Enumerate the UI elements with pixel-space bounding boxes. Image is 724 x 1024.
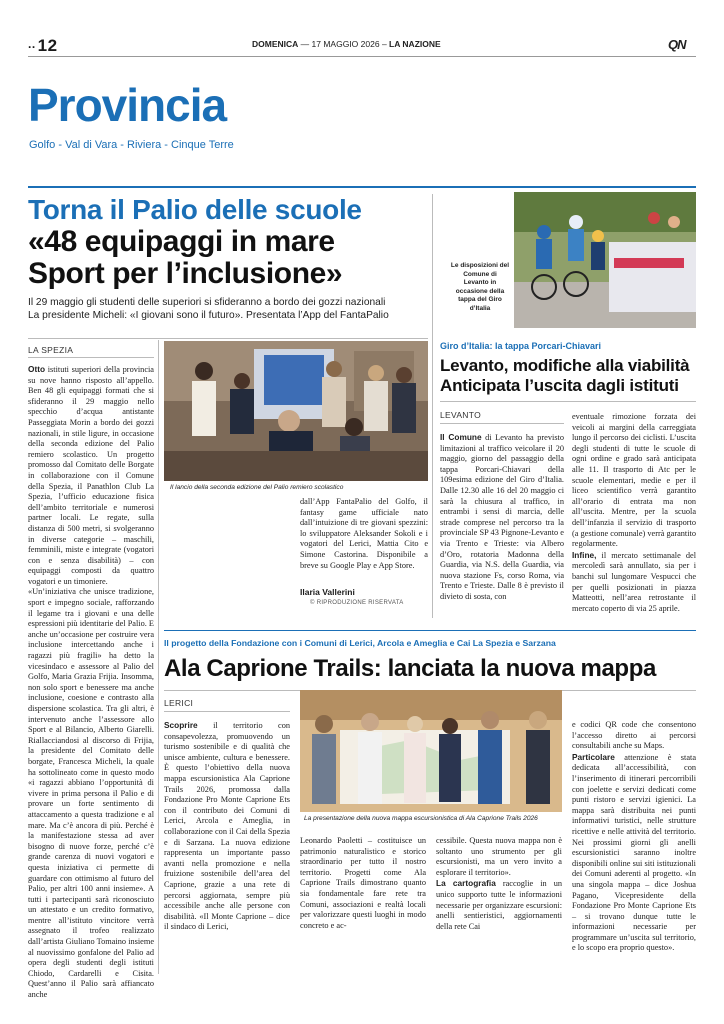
caprione-col3-bold: La cartografia [436,878,496,889]
caprione-col4-para-1: e codici QR code che consentono l’accesso diretto ai percorsi consultabili anche su Maps. [572,720,696,751]
caprione-location-rule [164,711,290,712]
masthead-date: 17 MAGGIO 2026 [311,39,380,49]
palio-photo-image [164,341,428,481]
caprione-top-rule [164,630,696,631]
masthead-line: DOMENICA — 17 MAGGIO 2026 – LA NAZIONE [252,39,441,49]
caprione-column-2 [300,836,426,974]
giro-photo-caption: Le disposizioni del Comune di Levanto in occasione della tappa del Giro d’Italia [450,262,510,312]
giro-headline [440,356,696,396]
caprione-lead-bold: Scoprire [164,720,198,730]
palio-column-3 [300,497,428,571]
caprione-column-1 [164,720,290,980]
giro-headline-line-2: Anticipata l’uscita dagli istituti [440,376,679,395]
giro-location-rule [440,423,564,424]
page-number: .. 12 [28,36,58,55]
giro-col1-para: Il Comune di Levanto ha previsto limitazioni al traffico veicolare il 20 maggio, giorno del passaggio della tappa Porcari-Chiavari della 109esima edizione del Giro d’Italia. Dalle 12.30 alle 16 del 20 maggio ci sarà la chiusura al traffico, in entrambi i sensi di marcia, delle strade comprese nel percorso tra la provinciale SP 43 Pignone-Levanto e via Trento e Trieste: via Albero d’Oro, rotatoria Madonna della Guardia, via N.S. della Guardia, via nuova stazione Fs, corso Roma, via Trento e Trieste. Dalle 8 è previsto il divieto di sosta, con [440,432,565,601]
caprione-column-4 [572,720,696,974]
caprione-col3-para-2: La cartografia raccoglie in un unico supporto tutte le informazioni necessarie per organizzare escursioni: anelli sentieristici, aggiornamenti della rete Cai [436,878,562,931]
caprione-column-3 [436,836,562,974]
palio-headline [28,226,342,290]
caprione-photo [300,690,562,812]
palio-headline-line-1: «48 equipaggi in mare [28,225,335,258]
palio-subhead-line-1: Il 29 maggio gli studenti delle superiori si sfideranno a bordo dei gozzi nazionali [28,297,386,308]
palio-subhead-line-2: La presidente Micheli: «I giovani sono il futuro». Presentata l’App del FantaPalio [28,310,389,321]
caprione-headline: Ala Caprione Trails: lanciata la nuova mappa [164,655,656,682]
palio-location: LA SPEZIA [28,345,74,355]
caprione-col1-para: Scoprire il territorio con consapevolezza, promuovendo un turismo sostenibile e di qualità che unisce ambiente, cultura e benessere. È questo l’obiettivo della nuova mappa escursionistica Ala Caprione Trails 2026, promossa dalla Fondazione Pro Monte Caprione Ets con il contributo dei Comuni di Lerici, Arcola e Ameglia, in collaborazione con il Cai della Spezia e di Sarzana. La nuova edizione rappresenta un importante passo avanti nella promozione e nella fruizione sostenibile dell’area del Caprione, grazie a una rete di percorsi aggiornata, sempre più accessibile anche alle persone con disabilità. «Il Monte Caprione – dice il sindaco di Lerici, [164,720,290,932]
caprione-photo-caption: La presentazione della nuova mappa escursionistica di Ala Caprione Trails 2026 [304,815,538,822]
caprione-col4-para-2: Particolare attenzione è stata dedicata all’accessibilità, con l’inserimento di itinerari percorribili con joelette e servizi dedicati come punti ristoro e servizi igienici. La mappa sarà distribuita nei punti informativi turistici, nelle strutture ricettive e nelle attività del territorio. Nei prossimi giorni gli anelli escursionistici saranno inoltre disponibili online sui siti istituzionali dei Comuni aderenti al progetto. «In una singola mappa – dice Joshua Pagano, Vicepresidente della Fondazione Pro Monte Caprione Ets – si trovano dunque tutte le informazioni necessarie per programmare un’uscita sul territorio, e lo scopo era proprio questo». [572,751,696,953]
giro-col2-para-2: Infine, il mercato settimanale del mercoledì sarà annullato, sia per i banchi sul lungomare Vespucci che per quelli posizionati in piazza Matteotti, nell’area retrostante il mercato coperto di via 25 aprile. [572,549,696,613]
giro-location: LEVANTO [440,410,481,420]
section-subtitle: Golfo - Val di Vara - Riviera - Cinque Terre [29,139,234,151]
section-title: Provincia [28,79,227,131]
palio-col1-text: istituti superiori della provincia su nove hanno risposto all’appello. Ben 48 gli equipaggi formati che si sfideranno il 29 maggio nello specchio d’acqua antistante Passeggiata Morin a bordo dei gozzi nazionali, in stile ligure, in occasione della seconda edizione del Palio remiero scolastico. Un progetto promosso dal Comitato delle Borgate in collaborazione con il Comune della Spezia, il Panathlon Club La Spezia, l’ufficio educazione fisica dell’ambito territoriale e numerosi partner locali. Le regate, sulla distanza di 500 metri, si svolgeranno in diverse categorie – maschili, femminili, miste e integrate (vogatori con e senza disabilità) – con equipaggi composti da quattro vogatori e un timoniere. [28,365,154,586]
palio-lead-bold: Otto [28,364,46,374]
giro-headline-line-1: Levanto, modifiche alla viabilità [440,356,690,375]
palio-rule [28,338,428,339]
palio-author: Ilaria Vallerini [300,587,355,597]
palio-col3-para: dall’App FantaPalio del Golfo, il fantasy game ufficiale nato dall’intuizione di tre giovani spezzini: lo sviluppatore Aleksander Sokoli e i vogatori del Lerici, Mattia Cito e Simone Castorina. Disponibile a breve su Google Play e App Store. [300,497,428,570]
header-rule [28,56,696,57]
palio-col1-para-1 [28,364,154,587]
qn-logo: QN [668,37,686,52]
giro-col2-para-1: eventuale rimozione forzata dei veicoli ai margini della carreggiata lungo il percorso dei ciclisti. L’uscita degli studenti di tutte le scuole di ogni ordine e grado sarà anticipata alle 11. Il trasporto di Atc per le scuole elementari, medie e per il liceo scientifico verrà garantito all’orario di entrata ma non all’uscita. Mentre, per la scuola dell’infanzia il servizio di trasporto (a gestione comunale) verrà garantito regolarmente. [572,412,696,549]
left-column-divider [158,340,159,974]
masthead-day: DOMENICA [252,39,299,49]
giro-column-2 [572,412,696,618]
palio-column-1 [28,364,154,1000]
palio-column-2 [164,497,290,619]
palio-location-rule [28,357,154,358]
palio-kicker: Torna il Palio delle scuole [28,194,362,225]
giro-column-1 [440,432,564,618]
caprione-kicker: Il progetto della Fondazione con i Comuni di Lerici, Arcola e Ameglia e Cai La Spezia e Sarzana [164,638,556,648]
caprione-col3-para-1: cessibile. Questa nuova mappa non è soltanto uno strumento per gli escursionisti, ma un vero invito a esplorare il territorio». [436,836,562,877]
masthead-newspaper: LA NAZIONE [389,39,441,49]
palio-col1-para-2: «Un’iniziativa che unisce tradizione, sport e impegno sociale, rafforzando il legame tra i giovani e una delle espressioni più identitarie del Palio. E anche un’occasione per costruire vera inclusione intercettando anche i ragazzi più fragili» ha detto la vicesindaco e assessore al Palio del Golfo, Maria Grazia Frijia. Insomma, non solo sport e benessere ma anche inclusione, coesione e contrasto alla dispersione scolastica. Tra gli altri, è intervenuto anche l’assessore allo Sport e al Bilancio, Alberto Giarelli. Riallacciandosi al discorso di Frijia, la presidente del Comitato delle borgate, Francesca Micheli, la quale ha sottolineato come in questo modo «i ragazzi abbiano l’opportunità di vivere in prima persona il Palio e di provare un forte sentimento di attaccamento a questa tradizione e al mare. Ma c’è ancora di più. Perché è la manifestazione stessa ad aver bisogno di nuove forze, perché c’è grande carenza di nuovi vogatori e questa iniziativa ci permette di guardare con ottimismo al futuro del Palio, per altri 100 anni insieme». A tutti i partecipanti sarà riconosciuto un attestato e un credito formativo, mentre all’istituto vincitore verrà assegnato il trofeo realizzato dall’artista Giuliano Tomaino insieme al nuovissimo gonfalone del Palio ad opera degli studenti degli istituti Chiodo, Cardarelli e Cisita. Quest’anno il Palio sarà affiancato anche [28,587,154,1000]
palio-photo [164,341,428,481]
giro-col2-bold: Infine, [572,549,597,560]
palio-subhead [28,296,438,322]
giro-rule [440,401,696,402]
section-rule [28,186,696,188]
palio-photo-caption: Il lancio della seconda edizione del Palio remiero scolastico [170,484,344,491]
caprione-location: LERICI [164,698,194,708]
giro-photo-image [514,192,696,328]
giro-photo [514,192,696,328]
giro-lead-bold: Il Comune [440,432,482,442]
palio-repro: © RIPRODUZIONE RISERVATA [310,600,404,606]
caprione-col4-bold: Particolare [572,751,615,762]
palio-headline-line-2: Sport per l’inclusione» [28,257,343,290]
caprione-col2-para: Leonardo Paoletti – costituisce un patrimonio naturalistico e storico straordinario per tutto il nostro territorio. Progetti come Ala Caprione Trails dimostrano quanto sia fondamentale fare rete tra Comuni, associazioni e realtà locali per valorizzare questi luoghi in modo concreto e ac- [300,836,426,930]
caprione-photo-image [300,690,562,812]
column-divider [432,194,433,618]
giro-kicker: Giro d’Italia: la tappa Porcari-Chiavari [440,341,602,351]
